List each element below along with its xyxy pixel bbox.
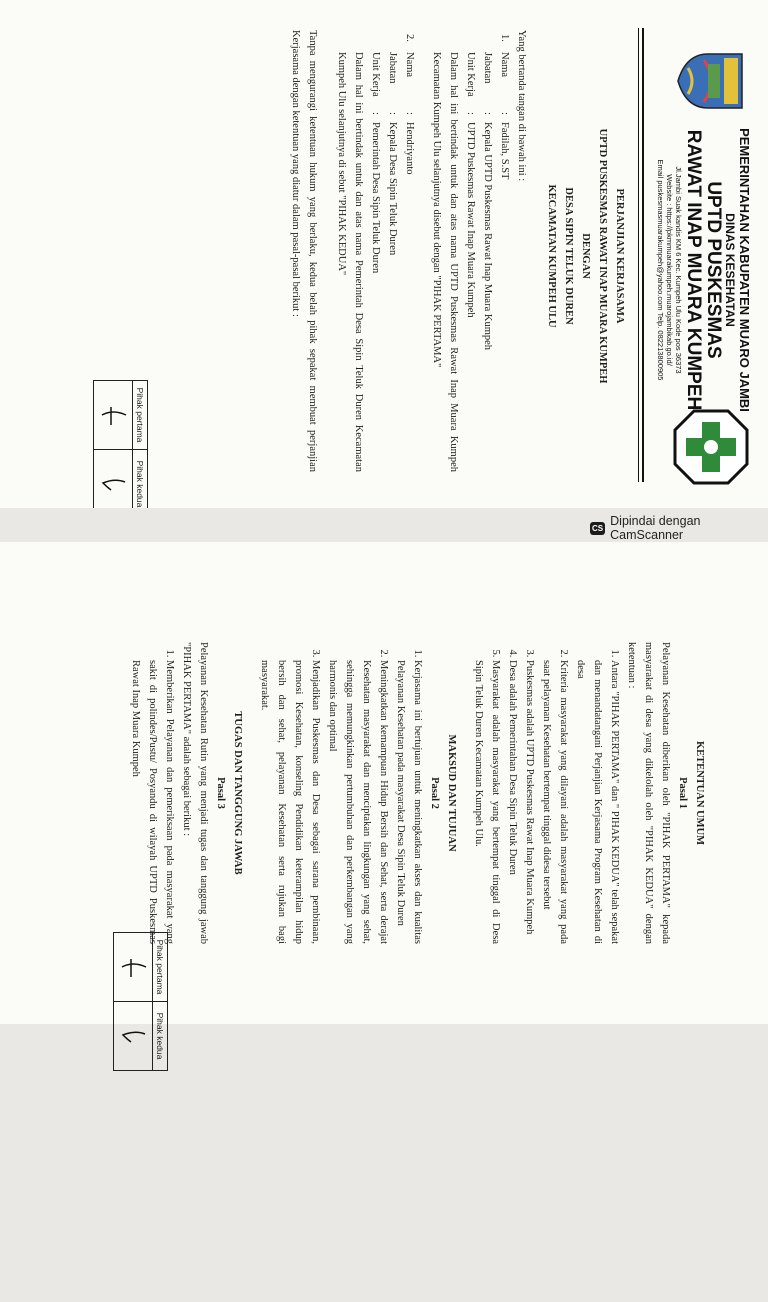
signature-mark-icon xyxy=(99,385,129,445)
letterhead-line-4: RAWAT INAP MUARA KUMPEH xyxy=(683,129,704,411)
parties-section: Yang bertanda tangan di bawah ini : 1. Nama : Fadilah, S.ST Jabatan : Kepala UPTD Puskesmas Rawat Inap Muara Kumpeh Unit Kerja : UPTD Puskesmas Rawat Inap Muara Kumpeh Dalam hal ini bertindak untuk dan atas nama UPTD Puskesmas Rawat Inap Muara Kumpeh Kecamatan Kumpeh Ulu selanjutnya disebut dengan "PIHAK PERTAMA" 2. Nama : Hendriyanto Jabatan : Kepala Desa Sipin Teluk Duren Unit Kerja : Pemerintah Desa Sipin Teluk Duren Dalam hal ini bertindak untuk dan atas nama Pemerintah Desa Sipin Teluk Duren Kecamatan Kumpeh Ulu selanjutnya di sebut "PIHAK KEDUA" Tanpa mengurangi ketentuan hukum yang berlaku, kedua belah pihak sepakat membuat perjanjian Kerjasama dengan ketentuan yang diatur dalam pasal-pasal berikut : xyxy=(287,30,530,472)
article-1-item: 5. Masyarakat adalah masyarakat yang bertempat tinggal di Desa Sipin Teluk Duren Kecamatan Kumpeh Ulu. xyxy=(470,660,504,944)
party-1-position-label: Jabatan xyxy=(482,52,493,84)
party-1-name-label: Nama xyxy=(499,52,510,78)
article-2-item: 2. Meningkatkan kemampuan Hidup Bersih dan Sehat, serta derajat Kesehatan masyarakat dan menciptakan lingkungan yang sehat, sehingga memungkinkan pertumbuhan dan perkembangan yang harmonis dan optimal xyxy=(324,660,392,944)
page-2-content xyxy=(127,642,708,944)
sig-header-first-party: Pihak pertama xyxy=(133,381,148,450)
title-line-1: PERJANJIAN KERJASAMA xyxy=(614,188,625,324)
title-line-3: DENGAN xyxy=(580,233,591,279)
party-1-name: Fadilah, S.ST xyxy=(499,122,510,180)
article-2-list xyxy=(256,642,426,944)
letterhead-line-3: UPTD PUSKESMAS xyxy=(703,181,724,359)
letterhead-line-1: PEMERINTAHAN KABUPATEN MUARO JAMBI xyxy=(737,128,752,412)
parties-intro: Yang bertanda tangan di bawah ini : xyxy=(516,30,527,182)
sig-header-second-party: Pihak kedua xyxy=(153,1002,168,1071)
party-2-number: 2. xyxy=(404,34,415,42)
signature-mark-icon xyxy=(119,1006,149,1066)
article-1-label: Pasal 1 xyxy=(677,777,688,809)
heading-duties: TUGAS DAN TANGGUNG JAWAB xyxy=(232,711,243,875)
signature-mark-icon xyxy=(99,454,129,514)
party-2-name: Hendriyanto xyxy=(404,122,415,175)
party-2-unit-label: Unit Kerja xyxy=(370,52,381,97)
agreement-closing: Tanpa mengurangi ketentuan hukum yang berlaku, kedua belah pihak sepakat membuat perjanjian Kerjasama dengan ketentuan yang diatur dalam pasal-pasal berikut : xyxy=(290,30,318,472)
article-1-intro: Pelayanan Kesehatan diberikan oleh "PIHAK PERTAMA" kepada masyarakat di desa yang dikelolah oleh "PIHAK KEDUA" dengan ketentuan : xyxy=(626,642,671,944)
heading-purpose: MAKSUD DAN TUJUAN xyxy=(446,734,457,852)
letterhead-line-2: DINAS KESEHATAN xyxy=(723,213,737,327)
sig-second-party xyxy=(114,1002,153,1071)
party-1-number: 1. xyxy=(499,34,510,42)
article-1-item: 2. Kriteria masyarakat yang dilayani adalah masyarakat yang pada saat pelayanan Kesehatan bertempat tinggal didesa tersebut xyxy=(538,660,572,944)
camscanner-text: Dipindai dengan CamScanner xyxy=(610,514,701,542)
sig-first-party xyxy=(94,381,133,450)
sig-header-second-party: Pihak kedua xyxy=(133,450,148,519)
article-1-item: 1. Antara "PIHAK PERTAMA" dan " PIHAK KEDUA" telah sepakat dan menandatangani Perjanjian Kerjasama Program Kesehatan di desa xyxy=(572,660,623,944)
agreement-title xyxy=(543,20,628,492)
article-3-label: Pasal 3 xyxy=(215,777,226,809)
party-2-position-label: Jabatan xyxy=(387,52,398,84)
article-3-intro: Pelayanan Kesehatan Rutin yang menjadi tugas dan tanggung jawab "PIHAK PERTAMA" adalah sebagai berikut : xyxy=(181,642,209,944)
regency-crest-icon xyxy=(676,50,748,112)
signature-table-page-2 xyxy=(113,932,168,1071)
title-line-5: KECAMATAN KUMPEH ULU xyxy=(546,184,557,328)
party-2-position: Kepala Desa Sipin Teluk Duren xyxy=(387,122,398,256)
title-line-4: DESA SIPIN TELUK DUREN xyxy=(563,187,574,325)
article-1-item: 3. Puskesmas adalah UPTD Puskesmas Rawat Inap Muara Kumpeh xyxy=(521,660,538,944)
health-cross-logo-icon xyxy=(672,408,750,486)
article-2-label: Pasal 2 xyxy=(429,777,440,809)
signature-mark-icon xyxy=(119,937,149,997)
article-3-item: 1. Memberikan Pelayanan dan pemeriksaan pada masyarakat yang sakit di polindes/Pustu/ Posyandu di wilayah UPTD Puskesmas Rawat Inap Muara Kumpeh xyxy=(127,660,178,944)
article-3-list xyxy=(127,642,178,944)
sig-first-party xyxy=(114,933,153,1002)
party-1-unit-label: Unit Kerja xyxy=(465,52,476,97)
sig-header-first-party: Pihak pertama xyxy=(153,933,168,1002)
letterhead-address: Jl.Jambi Suak kandis KM 6 Kec. Kumpeh Ulu Kode pos 36373 xyxy=(674,166,683,374)
heading-general-provisions: KETENTUAN UMUM xyxy=(694,740,705,846)
letterhead-email: Email puskesmasmuarakumpeh@yahoo.com Telp. 082213800905 xyxy=(656,159,665,381)
article-1-list xyxy=(470,642,623,944)
camscanner-logo-icon: CS xyxy=(590,522,605,535)
party-2-unit: Pemerintah Desa Sipin Teluk Duren xyxy=(370,122,381,274)
letterhead-rule xyxy=(638,28,644,482)
signature-table-page-1 xyxy=(93,380,148,519)
letterhead-website: Website : https://pkmmuarakumpeh.muarojambikab.go.id/ xyxy=(665,174,674,366)
article-2-item: 3. Menjadikan Puskesmas dan Desa sebagai sarana pembinaan, promosi Kesehatan, konseling Pendidikan keterampilan hidup bersih dan sehat, pelayanan Kesehatan serta rujukan bagi masyarakat. xyxy=(256,660,324,944)
party-1-unit: UPTD Puskesmas Rawat Inap Muara Kumpeh xyxy=(465,122,476,318)
party-2-name-label: Nama xyxy=(404,52,415,78)
party-1-position: Kepala UPTD Puskesmas Rawat Inap Muara Kumpeh xyxy=(482,122,493,351)
document-page-2 xyxy=(0,542,768,1302)
camscanner-watermark xyxy=(590,514,768,542)
party-1-description: Dalam hal ini bertindak untuk dan atas nama UPTD Puskesmas Rawat Inap Muara Kumpeh Kecamatan Kumpeh Ulu selanjutnya disebut dengan "PIHAK PERTAMA" xyxy=(431,52,459,472)
article-1-item: 4. Desa adalah Pemerintahan Desa Sipin Teluk Duren xyxy=(504,660,521,944)
article-2-item: 1. Kerjasama ini bertujuan untuk meningkatkan akses dan kualitas Pelayanan Kesehatan pada masyarakat Desa Sipin Teluk Duren xyxy=(392,660,426,944)
party-2-description: Dalam hal ini bertindak untuk dan atas nama Pemerintah Desa Sipin Teluk Duren Kecamatan Kumpeh Ulu selanjutnya di sebut "PIHAK KEDUA" xyxy=(336,52,364,472)
letterhead xyxy=(638,20,758,490)
title-line-2: UPTD PUSKESMAS RAWAT INAP MUARA KUMPEH xyxy=(597,128,608,384)
